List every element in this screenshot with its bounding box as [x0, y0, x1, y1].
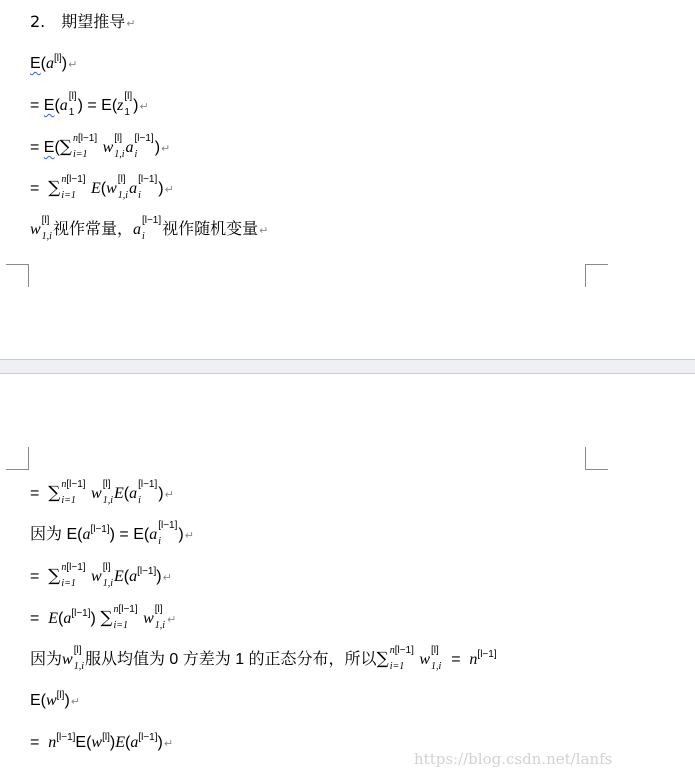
math-token: n: [61, 478, 67, 490]
math-token: n: [61, 173, 67, 185]
math-token: 1,i: [41, 230, 52, 242]
math-token: (: [54, 139, 60, 156]
eq-line-3: [30, 132, 171, 161]
math-token: [61, 478, 86, 506]
math-token: 1,i: [431, 660, 442, 672]
math-token: [61, 561, 86, 589]
page-corner-mark: [6, 447, 29, 470]
math-token: [68, 90, 77, 118]
math-token: (: [123, 568, 130, 585]
math-token: a: [63, 610, 72, 627]
math-token: [l−1]: [138, 732, 158, 743]
math-token: i: [158, 535, 161, 547]
math-token: [l−1]: [56, 732, 76, 743]
math-token: [431, 644, 442, 672]
math-token: =: [30, 97, 40, 114]
math-token: =: [30, 610, 40, 627]
math-token: [154, 603, 166, 631]
math-token: [158, 519, 178, 547]
math-token: n: [48, 734, 57, 751]
math-token: E: [113, 568, 124, 585]
math-token: [l]: [102, 561, 111, 573]
math-token: (: [58, 610, 64, 627]
math-token: ↵: [161, 142, 171, 155]
math-token: [l−1]: [66, 173, 86, 185]
math-token: ): [64, 692, 70, 709]
eq-line-10: [30, 644, 497, 672]
math-token: w: [419, 651, 431, 668]
math-token: [l−1]: [118, 603, 138, 615]
math-token: [73, 134, 97, 144]
math-token: a: [130, 734, 139, 751]
math-token: n: [113, 603, 119, 615]
math-token: ↵: [68, 58, 78, 71]
math-token: [138, 173, 158, 201]
math-token: 1,i: [102, 494, 113, 506]
math-token: [l]: [102, 478, 111, 490]
note-line: [30, 214, 269, 243]
math-token: [114, 132, 125, 160]
math-token: i: [134, 148, 138, 160]
math-token: i: [141, 230, 145, 242]
math-token: [138, 478, 158, 506]
math-token: ): [156, 568, 162, 585]
math-token: [102, 478, 113, 506]
math-token: [l−1]: [66, 478, 86, 490]
math-token: i=1: [61, 494, 76, 506]
math-token: ↵: [167, 613, 177, 626]
math-token: i=1: [113, 619, 128, 631]
math-token: n: [389, 644, 395, 656]
math-token: (: [123, 485, 130, 502]
math-token: a: [125, 139, 134, 156]
math-token: 1: [124, 106, 130, 118]
math-token: n: [72, 132, 78, 144]
math-token: [102, 561, 113, 589]
math-token: E: [133, 526, 144, 543]
math-token: [l]: [73, 644, 82, 656]
math-token: ↵: [70, 695, 80, 708]
eq-line-6: [30, 478, 174, 507]
math-token: ∑: [59, 137, 72, 157]
math-token: [l]: [431, 644, 439, 656]
math-token: ): [154, 139, 161, 156]
math-token: (: [111, 97, 118, 114]
page-corner-mark: [585, 447, 608, 470]
eq-line-4: [30, 173, 174, 202]
eq-line-7: [30, 519, 194, 548]
math-token: (: [86, 734, 92, 751]
math-token: (: [40, 692, 46, 709]
math-token: ↵: [139, 100, 149, 113]
math-token: w: [91, 485, 102, 502]
math-token: [l−1]: [138, 173, 158, 185]
math-token: 1,i: [73, 660, 84, 672]
math-token: a: [129, 568, 138, 585]
math-token: E: [91, 180, 101, 197]
math-token: ↵: [259, 224, 269, 237]
math-token: ∑: [100, 608, 113, 628]
math-token: [72, 132, 98, 160]
math-token: ): [158, 485, 164, 502]
math-token: E: [30, 692, 41, 709]
eq-line-1: [30, 52, 77, 77]
math-token: [389, 644, 414, 672]
math-token: [73, 644, 84, 672]
math-token: (: [143, 526, 150, 543]
math-token: [l]: [124, 90, 133, 102]
math-token: [l−1]: [158, 519, 178, 531]
math-token: (: [100, 180, 107, 197]
math-token: [l−1]: [477, 649, 497, 660]
math-token: a: [129, 485, 138, 502]
math-token: [l−1]: [90, 524, 110, 535]
math-token: a: [46, 55, 54, 72]
heading: [30, 10, 136, 36]
math-token: [l]: [56, 690, 65, 701]
math-token: ↵: [162, 571, 172, 584]
math-token: a: [132, 221, 141, 238]
math-token: ): [178, 526, 184, 543]
math-token: ∑: [376, 649, 389, 669]
math-token: i: [138, 189, 141, 201]
math-token: E: [75, 734, 87, 751]
math-token: [61, 175, 85, 185]
math-token: [l−1]: [66, 561, 86, 573]
math-token: (: [77, 526, 83, 543]
math-token: [l−1]: [137, 566, 157, 577]
math-token: =: [30, 139, 40, 156]
math-token: [l]: [68, 90, 77, 102]
paragraph-mark: ↵: [126, 17, 136, 30]
math-token: ): [133, 97, 139, 114]
math-token: [113, 605, 137, 615]
math-token: w: [106, 180, 117, 197]
math-token: =: [30, 485, 40, 502]
math-token: n: [469, 651, 478, 668]
eq-line-11: [30, 689, 80, 714]
math-token: n: [61, 561, 67, 573]
math-token: [l−1]: [138, 478, 158, 490]
math-token: 2. 期望推导: [30, 12, 126, 31]
math-token: ↵: [164, 488, 174, 501]
math-token: i: [138, 494, 141, 506]
math-token: w: [91, 734, 103, 751]
math-token: ∑: [48, 566, 61, 586]
math-token: [l−1]: [77, 132, 98, 144]
math-token: w: [46, 692, 57, 709]
math-token: =: [30, 180, 40, 197]
math-token: w: [62, 651, 73, 668]
math-token: 服从均值为 0 方差为 1 的正态分布，所以: [84, 651, 377, 668]
math-token: (: [124, 734, 131, 751]
math-token: [l]: [154, 603, 163, 615]
page-break-gap: [0, 359, 695, 374]
math-token: ↵: [164, 183, 174, 196]
math-token: [l]: [117, 173, 126, 185]
math-token: ): [61, 55, 68, 72]
math-token: w: [143, 610, 154, 627]
math-token: 1,i: [154, 619, 166, 631]
eq-line-8: [30, 561, 172, 590]
math-token: [l−1]: [71, 608, 91, 619]
math-token: a: [59, 97, 68, 114]
math-token: [141, 214, 162, 242]
math-token: w: [102, 139, 114, 156]
math-token: ↵: [163, 737, 174, 750]
math-token: =: [119, 526, 129, 543]
math-token: [l]: [114, 132, 123, 144]
math-token: E: [43, 139, 55, 156]
math-token: 1,i: [114, 148, 125, 160]
math-token: [l]: [54, 53, 62, 64]
math-token: [l]: [102, 732, 110, 743]
math-token: E: [115, 734, 125, 751]
math-token: [61, 173, 86, 201]
math-token: =: [451, 651, 461, 668]
math-token: [41, 214, 52, 242]
math-token: (: [54, 97, 60, 114]
math-token: a: [149, 526, 158, 543]
math-token: [113, 603, 138, 631]
math-token: =: [30, 568, 40, 585]
page-corner-mark: [585, 264, 608, 287]
math-token: 1,i: [117, 189, 129, 201]
math-token: [117, 173, 129, 201]
math-token: w: [91, 568, 102, 585]
math-token: [l]: [41, 214, 50, 226]
math-token: [134, 132, 154, 160]
eq-line-9: [30, 603, 177, 632]
math-token: E: [66, 526, 78, 543]
math-token: a: [129, 180, 138, 197]
math-token: [124, 90, 133, 118]
math-token: E: [30, 55, 41, 72]
math-token: [61, 480, 85, 490]
math-token: [l−1]: [394, 644, 414, 656]
math-token: i=1: [61, 189, 76, 201]
math-token: ∑: [48, 483, 61, 503]
math-token: ): [109, 734, 116, 751]
math-token: ↵: [184, 529, 194, 542]
math-token: ): [109, 526, 115, 543]
math-token: ): [77, 97, 83, 114]
math-token: 视作常量，: [52, 221, 133, 238]
math-token: ): [157, 734, 163, 751]
math-token: [l−1]: [141, 214, 162, 226]
math-token: i=1: [72, 148, 88, 160]
math-token: 因为: [30, 651, 63, 668]
eq-line-12: [30, 731, 173, 756]
math-token: [390, 646, 414, 656]
math-token: (: [40, 55, 46, 72]
math-token: E: [113, 485, 124, 502]
math-token: =: [30, 734, 40, 751]
math-token: ): [90, 610, 96, 627]
math-token: i=1: [389, 660, 405, 672]
math-token: [l−1]: [134, 132, 154, 144]
math-token: 1,i: [102, 577, 113, 589]
math-token: z: [117, 97, 124, 114]
eq-line-2: [30, 90, 149, 119]
math-token: a: [82, 526, 91, 543]
math-token: E: [101, 97, 112, 114]
math-token: 1: [68, 106, 75, 118]
math-token: E: [43, 97, 55, 114]
page-corner-mark: [6, 264, 29, 287]
math-token: 因为: [30, 526, 67, 543]
math-token: 视作随机变量: [162, 221, 259, 238]
watermark: https://blog.csdn.net/lanfs: [414, 750, 613, 768]
math-token: ): [158, 180, 164, 197]
math-token: =: [87, 97, 97, 114]
math-token: i=1: [61, 577, 76, 589]
math-token: [61, 563, 85, 573]
math-token: w: [30, 221, 41, 238]
math-token: ∑: [48, 178, 61, 198]
math-token: E: [48, 610, 59, 627]
